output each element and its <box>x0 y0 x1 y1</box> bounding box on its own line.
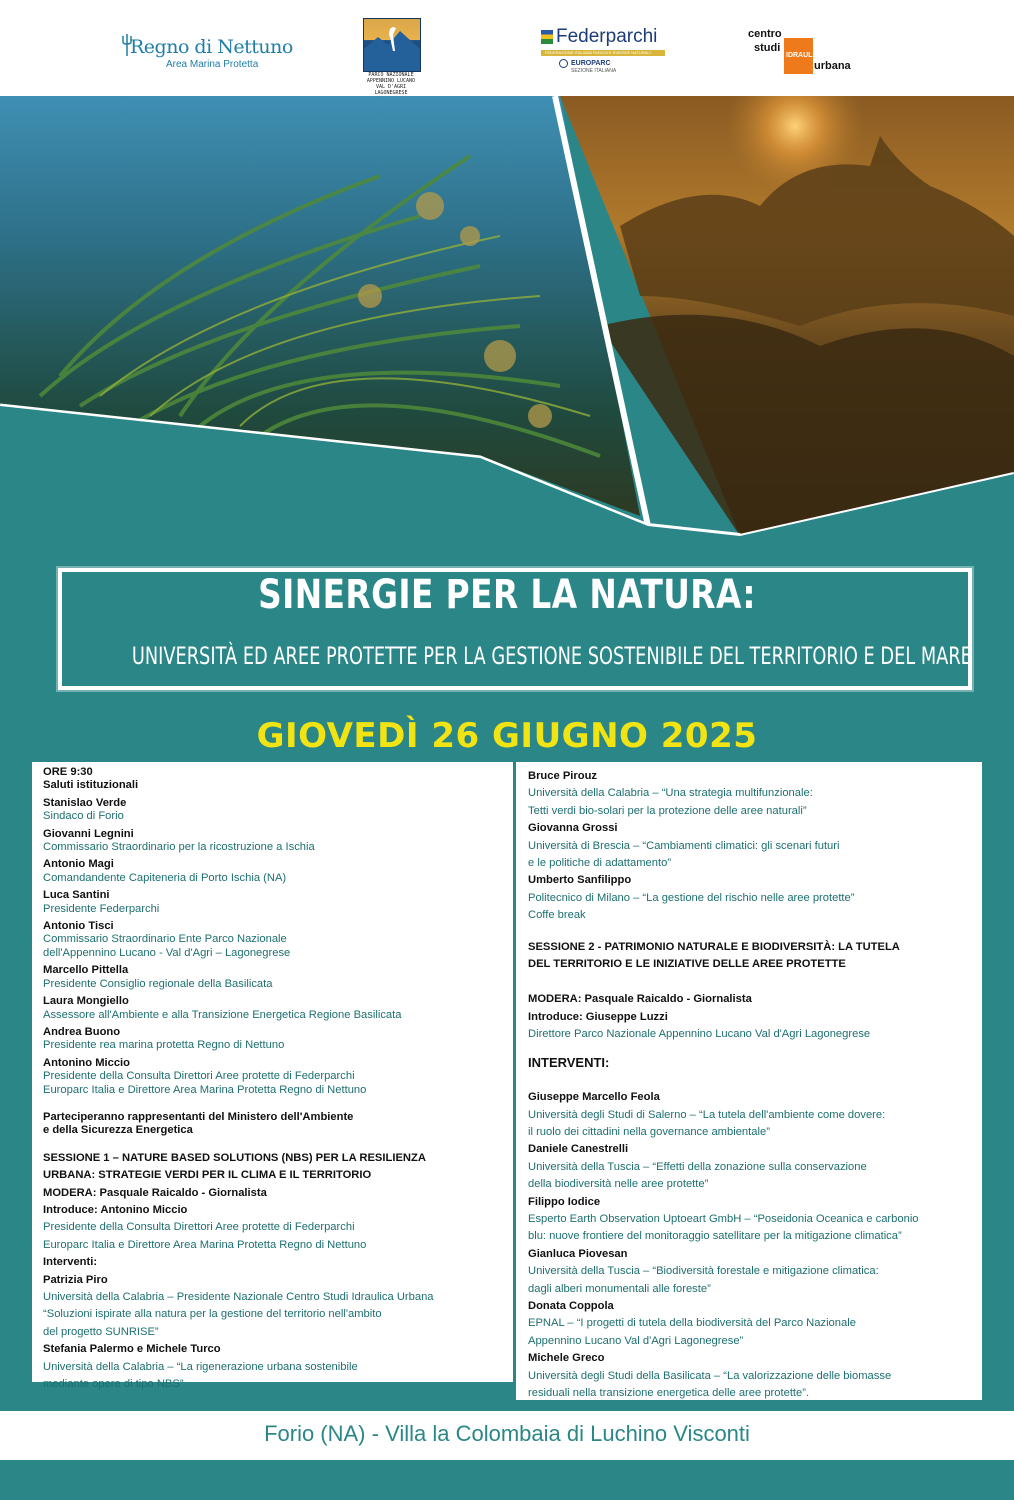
ministry-note: e della Sicurezza Energetica <box>43 1124 193 1137</box>
speaker-name: Stefania Palermo e Michele Turco <box>43 1343 221 1356</box>
talk-line: Università della Tuscia – “Effetti della zonazione sulla conservazione <box>528 1160 867 1173</box>
talk-line: dagli alberi monumentali alle foreste” <box>528 1282 711 1295</box>
speaker-name: Antonino Miccio <box>43 1056 131 1069</box>
talk-line: il ruolo dei cittadini nella governance ambientale” <box>528 1125 770 1138</box>
federparchi-mark-icon <box>541 30 553 44</box>
speaker-name: Giovanna Grossi <box>528 822 618 835</box>
talk-line: blu: nuove frontiere del monitoraggio satellitare per la mitigazione climatica” <box>528 1230 902 1243</box>
centro-studi-idraulica-logo <box>748 28 888 76</box>
talk-line: Università degli Studi di Salerno – “La tutela dell'ambiente come dovere: <box>528 1108 886 1121</box>
hero-photos <box>0 96 1014 556</box>
coffee-break: Coffe break <box>528 909 586 922</box>
venue-text: Forio (NA) - Villa la Colombaia di Luchino Visconti <box>264 1421 750 1446</box>
speaker-name: Andrea Buono <box>43 1025 121 1038</box>
talk-line: EPNAL – “I progetti di tutela della biodiversità del Parco Nazionale <box>528 1317 856 1330</box>
speaker-role: Assessore all'Ambiente e alla Transizione Energetica Regione Basilicata <box>43 1008 402 1021</box>
speaker-role: Europarc Italia e Direttore Area Marina Protetta Regno di Nettuno <box>43 1083 367 1096</box>
logo-header <box>0 0 1014 96</box>
europarc-icon <box>559 59 568 68</box>
interventi-heading: Interventi: <box>43 1256 98 1269</box>
nettuno-title: Regno di Nettuno <box>130 36 293 58</box>
speaker-name: Umberto Sanfilippo <box>528 874 632 887</box>
ministry-note: Parteciperanno rappresentanti del Ministero dell'Ambiente <box>43 1110 354 1123</box>
program-left-column <box>43 766 509 1391</box>
event-subtitle: UNIVERSITÀ ED AREE PROTETTE PER LA GESTIONE SOSTENIBILE DEL TERRITORIO E DEL MARE <box>131 642 972 670</box>
session-1-title: SESSIONE 1 – NATURE BASED SOLUTIONS (NBS) PER LA RESILIENZA <box>43 1151 426 1164</box>
idraulica-word: IDRAULICA <box>786 52 825 59</box>
talk-line: Università di Brescia – “Cambiamenti climatici: gli scenari futuri <box>528 839 840 852</box>
talk-line: residuali nella transizione energetica delle aree protette”. <box>528 1387 810 1399</box>
federparchi-band-text: FEDERAZIONE ITALIANA PARCHI E RISERVE NATURALI <box>545 50 651 55</box>
speaker-name: Giuseppe Marcello Feola <box>528 1091 660 1104</box>
speaker-name: Marcello Pittella <box>43 964 129 977</box>
speaker-role: Presidente della Consulta Direttori Aree protette di Federparchi <box>43 1070 355 1083</box>
talk-line: Università della Tuscia – “Biodiversità forestale e mitigazione climatica: <box>528 1265 879 1278</box>
speaker-name: Bruce Pirouz <box>528 770 598 782</box>
interventi-heading: INTERVENTI: <box>528 1054 610 1070</box>
talk-line: Tetti verdi bio-solari per la protezione delle aree naturali” <box>528 804 807 817</box>
parco-text: PARCO NAZIONALE APPENNINO LUCANO VAL D'AGRI LAGONEGRESE <box>366 72 416 96</box>
session-1-moderator: MODERA: Pasquale Raicaldo - Giornalista <box>43 1186 267 1199</box>
talk-line: Università della Calabria – “La rigenerazione urbana sostenibile <box>43 1360 358 1373</box>
event-title: SINERGIE PER LA NATURA: <box>258 572 756 618</box>
speaker-name: Filippo Iodice <box>528 1195 601 1208</box>
speaker-role: Presidente Consiglio regionale della Basilicata <box>43 977 273 990</box>
talk-line: Esperto Earth Observation Uptoeart GmbH – “Poseidonia Oceanica e carbonio <box>528 1212 919 1225</box>
speaker-name: Antonio Tisci <box>43 920 114 933</box>
europarc-sub: SEZIONE ITALIANA <box>571 68 617 74</box>
speaker-name: Luca Santini <box>43 889 110 902</box>
speaker-name: Patrizia Piro <box>43 1273 108 1286</box>
parco-appennino-logo <box>363 18 419 96</box>
speaker-role: Presidente della Consulta Direttori Aree protette di Federparchi <box>43 1221 355 1234</box>
regno-di-nettuno-logo <box>122 32 292 76</box>
speaker-name: Michele Greco <box>528 1352 605 1365</box>
heron-icon <box>364 19 420 71</box>
federparchi-logo <box>541 26 665 76</box>
event-date: GIOVEDÌ 26 GIUGNO 2025 <box>256 716 758 756</box>
speaker-name: Gianluca Piovesan <box>528 1247 628 1260</box>
speaker-role: Europarc Italia e Direttore Area Marina Protetta Regno di Nettuno <box>43 1238 367 1251</box>
talk-line: Università della Calabria – “Una strategia multifunzionale: <box>528 787 813 800</box>
centro-word: centro <box>748 28 782 40</box>
speaker-name: Laura Mongiello <box>43 995 129 1008</box>
speaker-role: Presidente rea marina protetta Regno di Nettuno <box>43 1039 285 1052</box>
session-1-title: URBANA: STRATEGIE VERDI PER IL CLIMA E IL TERRITORIO <box>43 1169 372 1182</box>
nettuno-subtitle: Area Marina Protetta <box>166 59 259 70</box>
session-2-moderator: MODERA: Pasquale Raicaldo - Giornalista <box>528 993 752 1006</box>
federparchi-title: Federparchi <box>556 26 658 47</box>
start-time: ORE 9:30 <box>43 766 93 778</box>
idraulica-block <box>784 38 825 74</box>
talk-line: Appennino Lucano Val d'Agri Lagonegrese” <box>528 1334 744 1347</box>
session-2-title: SESSIONE 2 - PATRIMONIO NATURALE E BIODIVERSITÀ: LA TUTELA <box>528 940 900 953</box>
talk-line: e le politiche di adattamento” <box>528 857 672 870</box>
speaker-name: Stanislao Verde <box>43 796 127 809</box>
speaker-role: Direttore Parco Nazionale Appennino Lucano Val d'Agri Lagonegrese <box>528 1028 871 1041</box>
session-2-title: DEL TERRITORIO E LE INIZIATIVE DELLE AREE PROTETTE <box>528 958 846 971</box>
talk-line: “Soluzioni ispirate alla natura per la gestione del territorio nell'ambito <box>43 1308 382 1321</box>
talk-line: della biodiversità nelle aree protette” <box>528 1178 709 1191</box>
urbana-word: urbana <box>814 60 851 72</box>
speaker-name: Daniele Canestrelli <box>528 1143 629 1156</box>
session-1-introducer: Introduce: Antonino Miccio <box>43 1203 188 1216</box>
federparchi-band <box>541 50 665 56</box>
saluti-heading: Saluti istituzionali <box>43 779 139 792</box>
speaker-name: Donata Coppola <box>528 1299 614 1312</box>
talk-line: Università della Calabria – Presidente Nazionale Centro Studi Idraulica Urbana <box>43 1291 434 1303</box>
speaker-role: Sindaco di Forio <box>43 810 124 823</box>
program-right-column <box>528 770 974 1400</box>
session-2-introducer: Introduce: Giuseppe Luzzi <box>528 1010 668 1023</box>
talk-line: mediante opere di tipo NBS” <box>43 1378 184 1391</box>
speaker-role: Comandandente Capiteneria di Porto Ischia (NA) <box>43 871 287 884</box>
parco-emblem <box>363 18 421 72</box>
speaker-role: Commissario Straordinario per la ricostruzione a Ischia <box>43 841 315 854</box>
talk-line: Politecnico di Milano – “La gestione del rischio nelle aree protette” <box>528 891 855 904</box>
speaker-name: Giovanni Legnini <box>43 827 134 840</box>
speaker-role: Commissario Straordinario Ente Parco Nazionale <box>43 933 287 946</box>
speaker-role: dell'Appennino Lucano - Val d'Agri – Lagonegrese <box>43 946 291 959</box>
speaker-role: Presidente Federparchi <box>43 902 160 915</box>
europarc-label: EUROPARC <box>571 60 611 67</box>
talk-line: del progetto SUNRISE” <box>43 1325 159 1338</box>
bottom-bar <box>0 1460 1014 1500</box>
talk-line: Università degli Studi della Basilicata – “La valorizzazione delle biomasse <box>528 1369 892 1382</box>
studi-word: studi <box>754 42 781 54</box>
speaker-name: Antonio Magi <box>43 858 114 871</box>
